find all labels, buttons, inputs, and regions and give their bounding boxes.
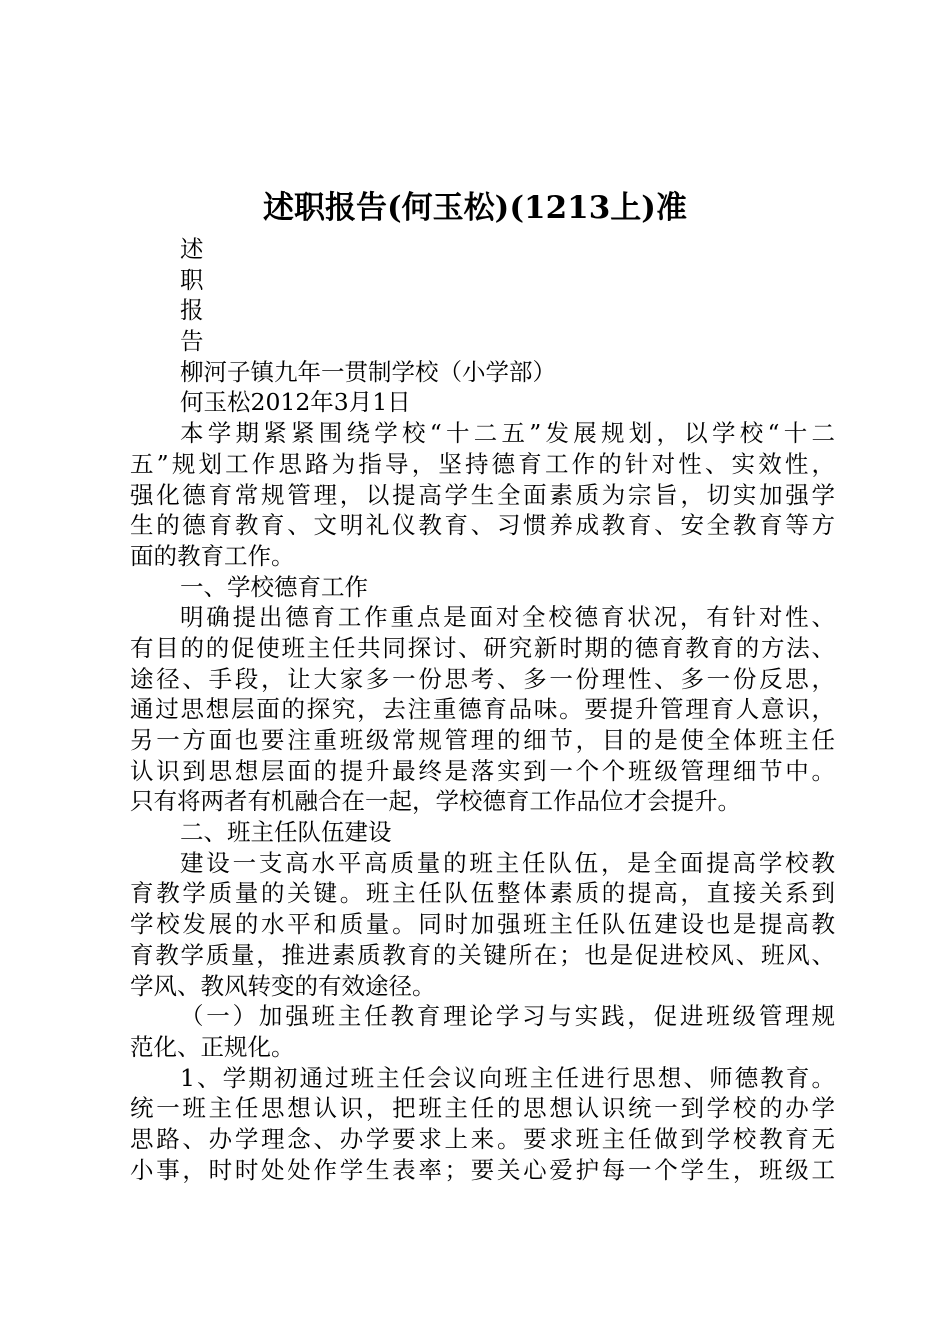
text-line: 范化、正规化。: [130, 1032, 295, 1061]
document-title: 述职报告(何玉松)(1213上)准: [263, 190, 687, 226]
text-line: 本学期紧紧围绕学校“十二五”发展规划，以学校“十二: [180, 419, 835, 448]
text-line: 途径、手段，让大家多一份思考、多一份理性、多一份反思，: [130, 664, 835, 693]
school-name: 柳河子镇九年一贯制学校（小学部）: [180, 357, 556, 386]
vertical-char: 职: [180, 265, 204, 294]
text-line: 思路、办学理念、办学要求上来。要求班主任做到学校教育无: [130, 1124, 835, 1153]
text-line: 通过思想层面的探究，去注重德育品味。要提升管理育人意识，: [130, 695, 835, 724]
text-line: 一、学校德育工作: [180, 572, 368, 601]
text-line: 育教学质量，推进素质教育的关键所在；也是促进校风、班风、: [130, 940, 835, 969]
text-line: 学校发展的水平和质量。同时加强班主任队伍建设也是提高教: [130, 910, 835, 939]
paragraph-lines: [130, 418, 835, 1185]
text-line: 五”规划工作思路为指导，坚持德育工作的针对性、实效性，: [130, 449, 835, 478]
text-line: 1、学期初通过班主任会议向班主任进行思想、师德教育。: [180, 1063, 835, 1092]
text-line: 只有将两者有机融合在一起，学校德育工作品位才会提升。: [130, 787, 741, 816]
text-line: 育教学质量的关键。班主任队伍整体素质的提高，直接关系到: [130, 879, 835, 908]
text-line: 面的教育工作。: [130, 541, 295, 570]
vertical-char: 述: [180, 235, 204, 263]
text-line: 有目的的促使班主任共同探讨、研究新时期的德育教育的方法、: [130, 633, 835, 662]
text-line: 另一方面也要注重班级常规管理的细节，目的是使全体班主任: [130, 726, 835, 754]
vertical-char: 告: [180, 327, 204, 356]
text-line: （一）加强班主任教育理论学习与实践，促进班级管理规: [180, 1002, 835, 1031]
text-line: 明确提出德育工作重点是面对全校德育状况，有针对性、: [180, 603, 835, 632]
text-line: 学风、教风转变的有效途径。: [130, 971, 436, 1000]
text-line: 小事，时时处处作学生表率；要关心爱护每一个学生，班级工: [130, 1155, 835, 1184]
document-body: [130, 234, 835, 1185]
text-line: 生的德育教育、文明礼仪教育、习惯养成教育、安全教育等方: [130, 511, 835, 540]
text-line: 二、班主任队伍建设: [180, 818, 392, 847]
author-date: 何玉松2012年3月1日: [180, 388, 411, 417]
text-line: 统一班主任思想认识，把班主任的思想认识统一到学校的办学: [130, 1094, 835, 1123]
text-line: 强化德育常规管理，以提高学生全面素质为宗旨，切实加强学: [130, 480, 835, 509]
vertical-char: 报: [180, 296, 204, 325]
text-line: 建设一支高水平高质量的班主任队伍，是全面提高学校教: [180, 848, 835, 877]
text-line: 认识到思想层面的提升最终是落实到一个个班级管理细节中。: [130, 756, 835, 785]
